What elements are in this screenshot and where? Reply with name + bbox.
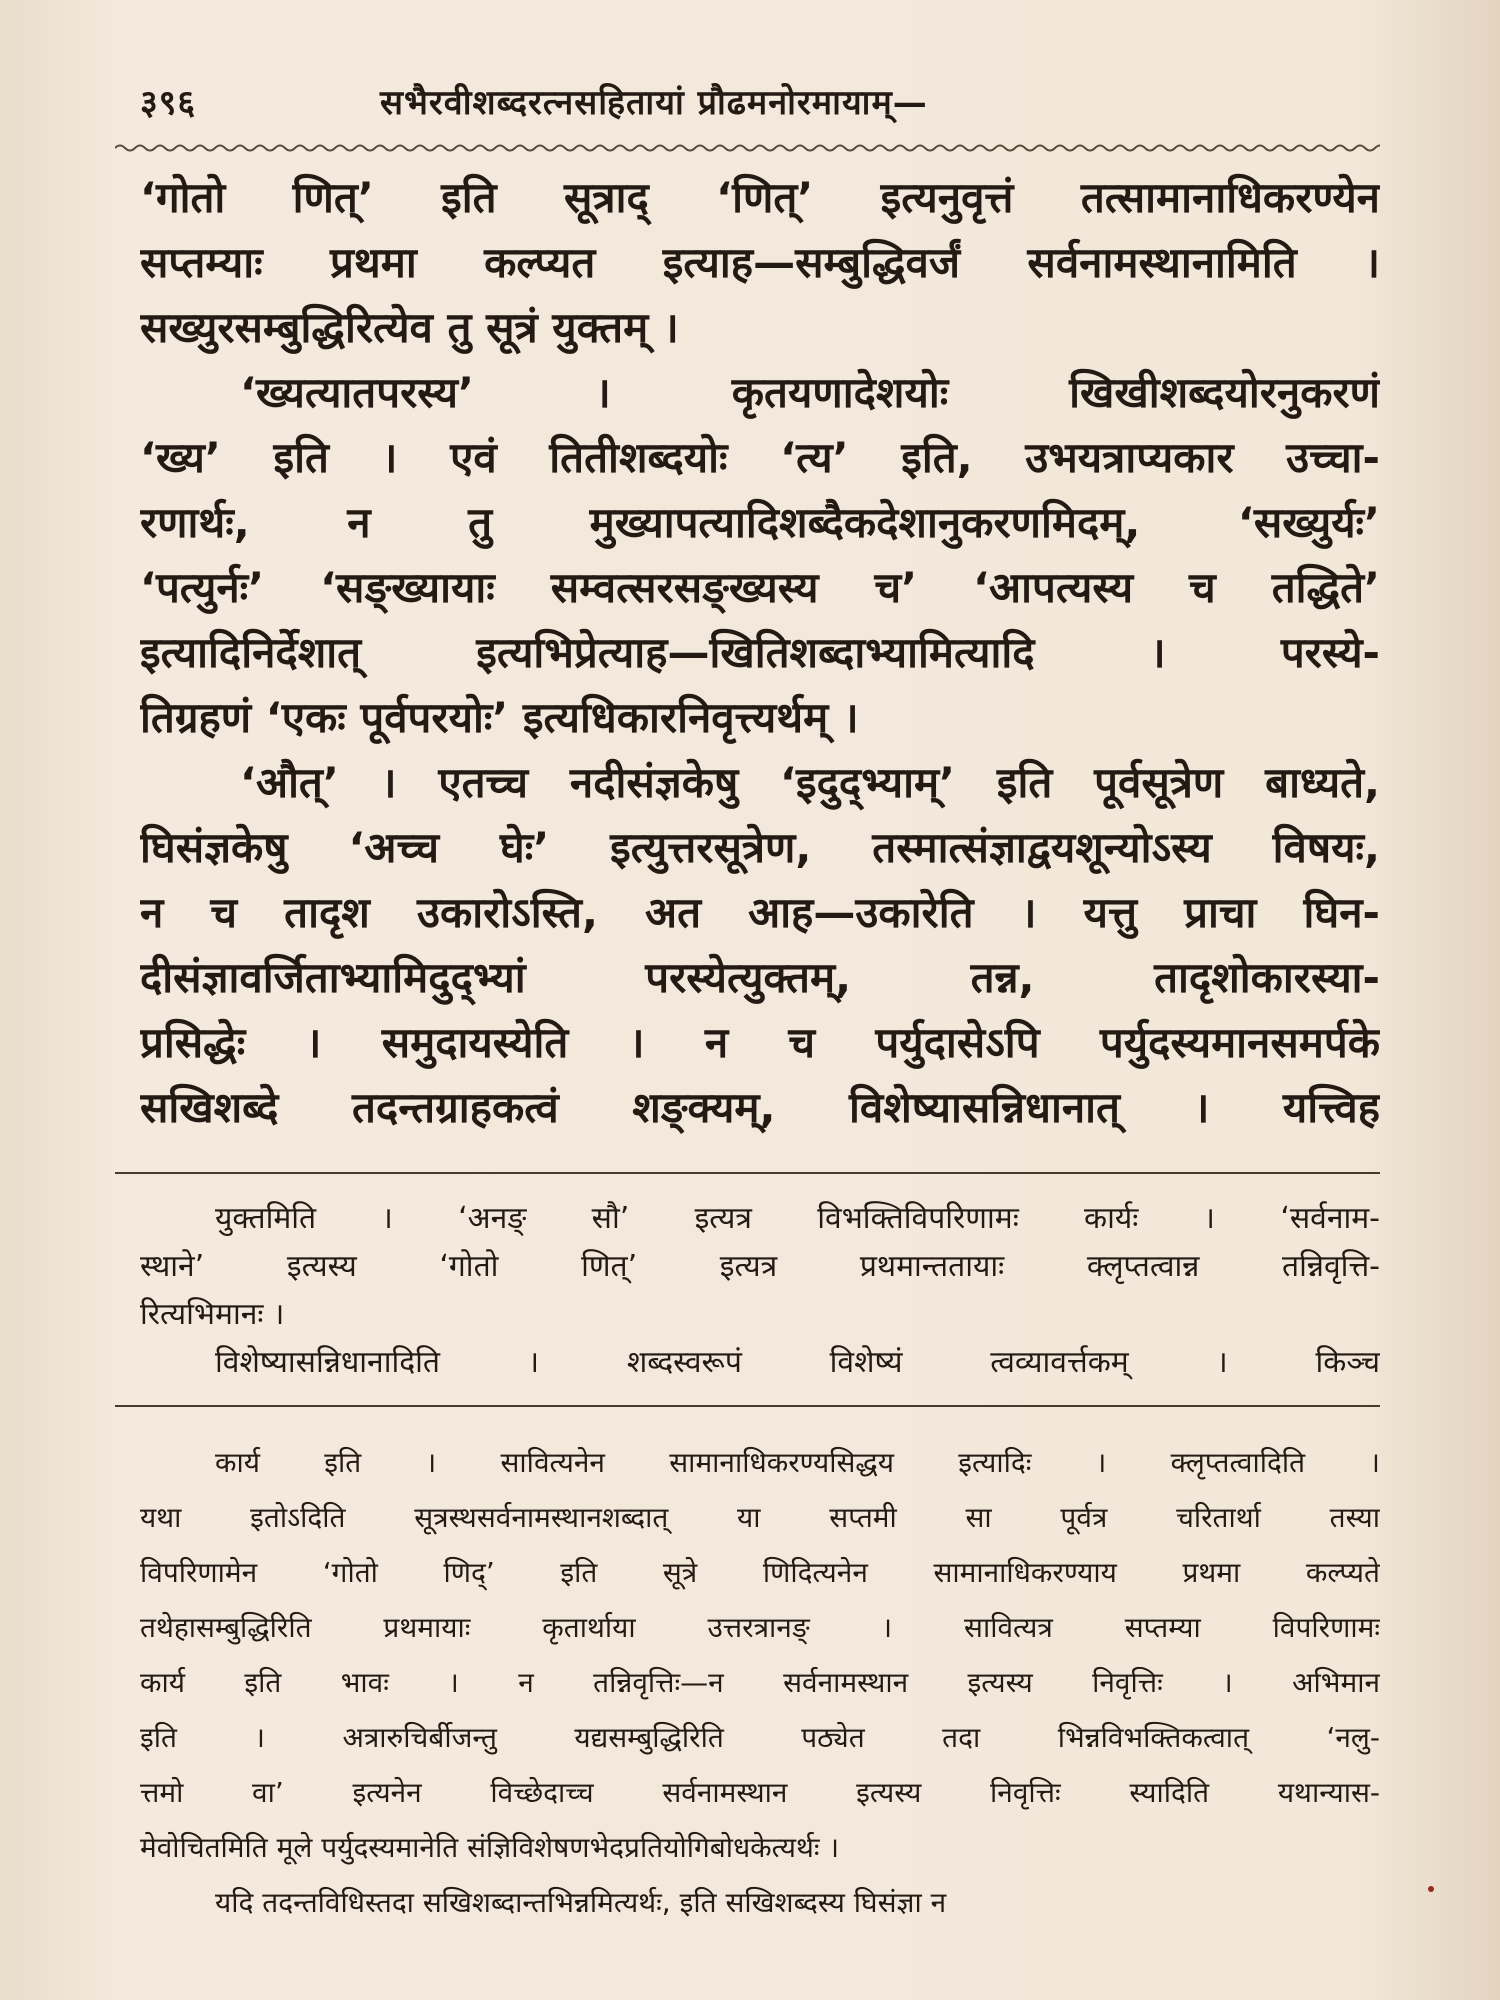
footnote-line: मेवोचितमिति मूले पर्युदस्यमानेति संज्ञिविशेषणभेदप्रतियोगिबोधकेत्यर्थः ।: [140, 1831, 840, 1864]
main-line: घिसंज्ञकेषु ‘अच्च घेः’ इत्युत्तरसूत्रेण, तस्मात्संज्ञाद्वयशून्योऽस्य विषयः,: [140, 823, 1380, 872]
page-number: ३९६: [140, 83, 197, 123]
footnote-2: [140, 1435, 1380, 1930]
footnote-line: इति । अत्रारुचिर्बीजन्तु यद्यसम्बुद्धिरिति पठ्येत तदा भिन्नविभक्तिकत्वात् ‘नलु-: [140, 1721, 1380, 1754]
main-line: सख्युरसम्बुद्धिरित्येव तु सूत्रं युक्तम् ।: [140, 303, 679, 352]
footnote-line: यदि तदन्तविधिस्तदा सखिशब्दान्तभिन्नमित्यर्थः, इति सखिशब्दस्य घिसंज्ञा न: [215, 1886, 947, 1919]
running-title: सभैरवीशब्दरत्नसहितायां प्रौढमनोरमायाम्—: [380, 83, 928, 123]
footnote-line: रित्यभिमानः ।: [140, 1297, 285, 1332]
footnote-line: यथा इतोऽदिति सूत्रस्थसर्वनामस्थानशब्दात् या सप्तमी सा पूर्वत्र चरितार्था तस्या: [140, 1501, 1380, 1534]
footnote-line: कार्य इति । सावित्यनेन सामानाधिकरण्यसिद्धय इत्यादिः । क्लृप्तत्वादिति ।: [215, 1446, 1380, 1479]
footnote-line: त्तमो वा’ इत्यनेन विच्छेदाच्च सर्वनामस्थान इत्यस्य निवृत्तिः स्यादिति यथान्यास-: [140, 1776, 1380, 1809]
main-line: रणार्थः, न तु मुख्यापत्यादिशब्दैकदेशानुकरणमिदम्, ‘सख्युर्यः’: [140, 498, 1380, 547]
ink-speck: [1428, 1886, 1434, 1892]
main-line: प्रसिद्धेः । समुदायस्येति । न च पर्युदासेऽपि पर्युदस्यमानसमर्पके: [140, 1018, 1380, 1067]
footnote-line: विशेष्यासन्निधानादिति । शब्दस्वरूपं विशेष्यं त्वव्यावर्त्तकम् । किञ्च: [215, 1345, 1380, 1380]
main-line: सखिशब्दे तदन्तग्राहकत्वं शङ्क्यम्, विशेष्यासन्निधानात् । यत्त्विह: [140, 1083, 1380, 1132]
main-line: दीसंज्ञावर्जिताभ्यामिदुद्भ्यां परस्येत्युक्तम्, तन्न, तादृशोकारस्या-: [140, 953, 1380, 1002]
footnote-divider-2: [115, 1405, 1380, 1407]
main-line: ‘ख्यत्यातपरस्य’ । कृतयणादेशयोः खिखीशब्दयोरनुकरणं: [240, 368, 1380, 417]
footnote-line: युक्तमिति । ‘अनङ् सौ’ इत्यत्र विभक्तिविपरिणामः कार्यः । ‘सर्वनाम-: [215, 1201, 1380, 1236]
footnote-line: विपरिणामेन ‘गोतो णिद्’ इति सूत्रे णिदित्यनेन सामानाधिकरण्याय प्रथमा कल्प्यते: [140, 1556, 1380, 1589]
page-header: [140, 70, 1380, 130]
header-wavy-rule: [115, 140, 1380, 156]
main-line: ‘ख्य’ इति । एवं तितीशब्दयोः ‘त्य’ इति, उभयत्राप्यकार उच्चा-: [140, 433, 1380, 482]
main-line: न च तादृश उकारोऽस्ति, अत आह—उकारेति । यत्तु प्राचा घिन-: [140, 888, 1380, 937]
main-text: [140, 165, 1380, 1140]
main-line: तिग्रहणं ‘एकः पूर्वपरयोः’ इत्यधिकारनिवृत्त्यर्थम् ।: [140, 693, 859, 742]
footnote-1: [140, 1195, 1380, 1387]
main-line: इत्यादिनिर्देशात् इत्यभिप्रेत्याह—खितिशब्दाभ्यामित्यादि । परस्ये-: [140, 628, 1380, 677]
main-line: ‘पत्युर्नः’ ‘सङ्ख्यायाः सम्वत्सरसङ्ख्यस्य च’ ‘आपत्यस्य च तद्धिते’: [140, 563, 1380, 612]
footnote-divider-1: [115, 1172, 1380, 1174]
footnote-line: तथेहासम्बुद्धिरिति प्रथमायाः कृतार्थाया उत्तरत्रानङ् । सावित्यत्र सप्तम्या विपरिणामः: [140, 1611, 1380, 1644]
footnote-line: कार्य इति भावः । न तन्निवृत्तिः—न सर्वनामस्थान इत्यस्य निवृत्तिः । अभिमान: [140, 1666, 1380, 1699]
main-line: ‘गोतो णित्’ इति सूत्राद् ‘णित्’ इत्यनुवृत्तं तत्सामानाधिकरण्येन: [140, 173, 1380, 222]
footnote-line: स्थाने’ इत्यस्य ‘गोतो णित्’ इत्यत्र प्रथमान्ततायाः क्लृप्तत्वान्न तन्निवृत्ति-: [140, 1249, 1380, 1284]
main-line: सप्तम्याः प्रथमा कल्प्यत इत्याह—सम्बुद्धिवर्जं सर्वनामस्थानामिति ।: [140, 238, 1380, 287]
main-line: ‘औत्’ । एतच्च नदीसंज्ञकेषु ‘इदुद्भ्याम्’ इति पूर्वसूत्रेण बाध्यते,: [240, 758, 1380, 807]
